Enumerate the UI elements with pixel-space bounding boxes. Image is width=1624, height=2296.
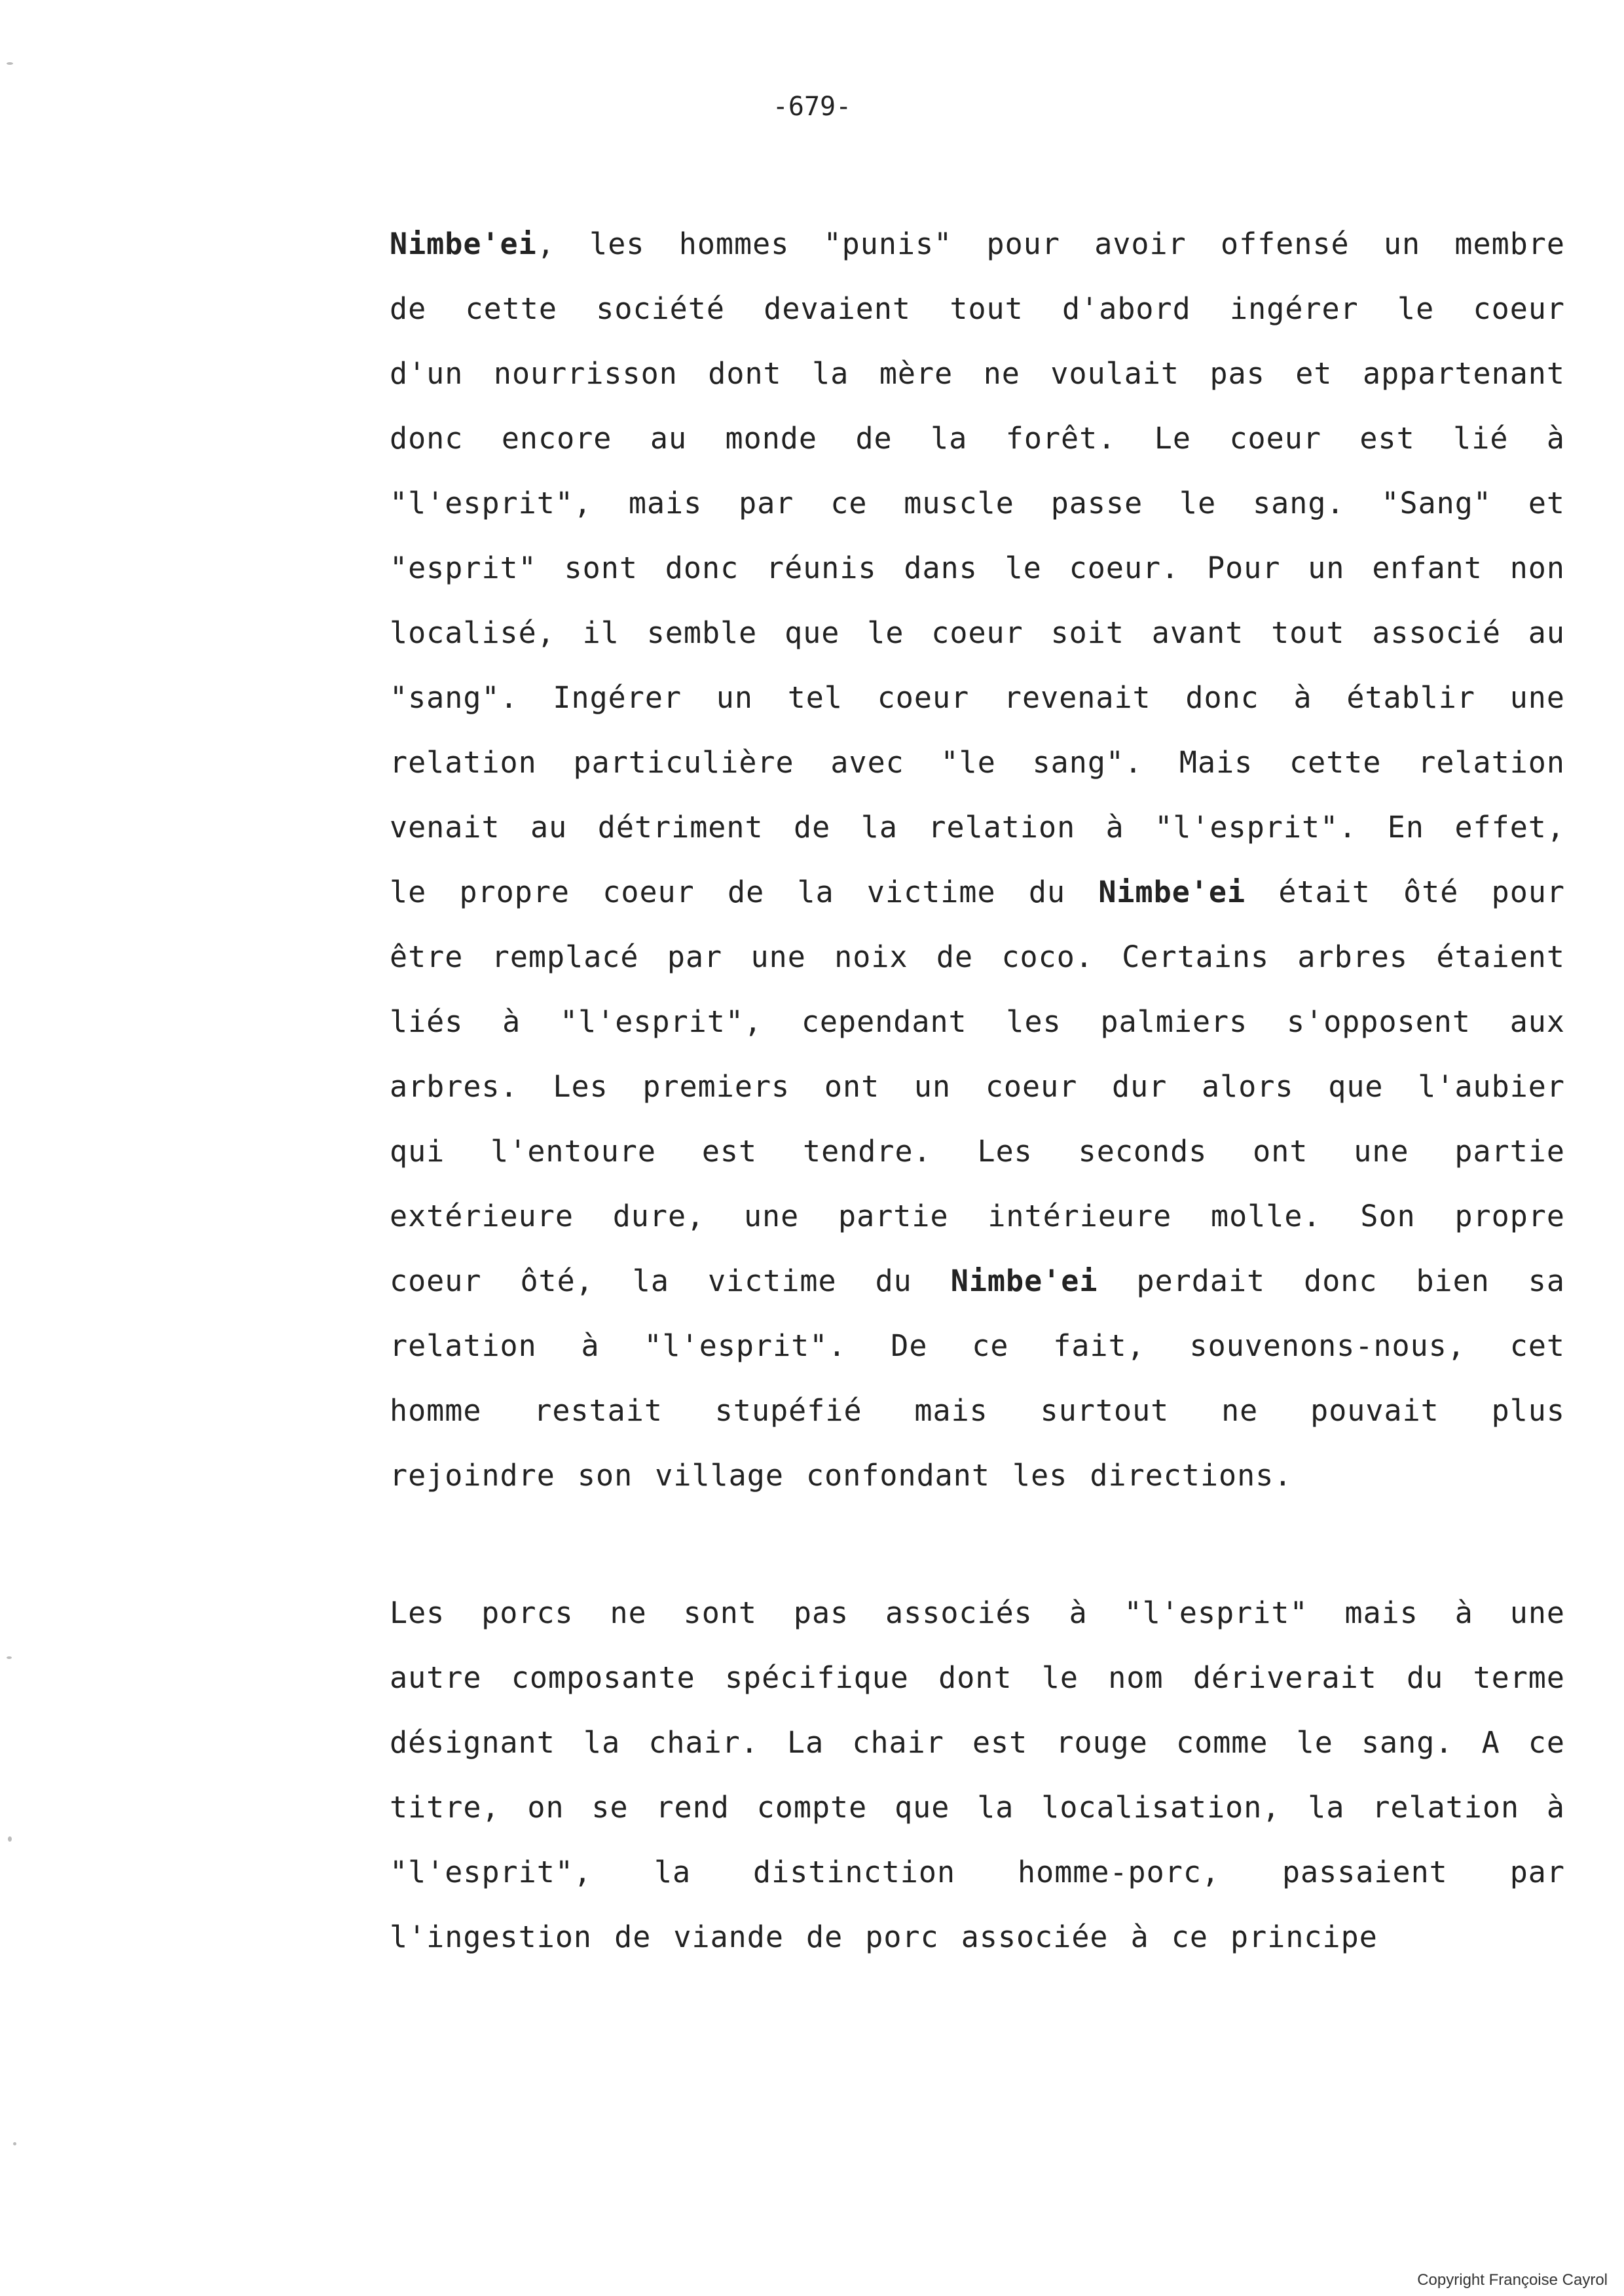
- text-run: "l'esprit", mais par ce muscle passe le sang. "Sang" et: [390, 486, 1565, 520]
- scan-speck: [8, 1836, 12, 1842]
- vernacular-term: Nimbe'ei: [950, 1264, 1098, 1298]
- text-line: [390, 471, 1565, 536]
- text-run: autre composante spécifique dont le nom dériverait du terme: [390, 1660, 1565, 1695]
- text-run: être remplacé par une noix de coco. Certains arbres étaient: [390, 939, 1565, 974]
- text-run: extérieure dure, une partie intérieure molle. Son propre: [390, 1199, 1565, 1233]
- text-run: était ôté pour: [1246, 875, 1566, 909]
- text-line: [390, 1184, 1565, 1248]
- text-line: [390, 795, 1565, 860]
- text-run: perdait donc bien sa: [1098, 1264, 1565, 1298]
- vernacular-term: Nimbe'ei: [1098, 875, 1246, 909]
- text-line: [390, 1443, 1565, 1508]
- text-line: [390, 600, 1565, 665]
- text-line: [390, 1840, 1565, 1904]
- text-line: [390, 1248, 1565, 1313]
- text-line: [390, 406, 1565, 471]
- text-line: [390, 989, 1565, 1054]
- scan-speck: [7, 1656, 12, 1659]
- text-run: arbres. Les premiers ont un coeur dur alors que l'aubier: [390, 1069, 1565, 1104]
- page-number: -679-: [772, 92, 852, 122]
- scan-speck: [7, 62, 13, 65]
- text-run: le propre coeur de la victime du: [390, 875, 1099, 909]
- text-line: [390, 1313, 1565, 1378]
- text-line: [390, 1119, 1565, 1184]
- text-line: [390, 665, 1565, 730]
- text-run: "l'esprit", la distinction homme-porc, passaient par: [390, 1855, 1565, 1889]
- text-line: [390, 1904, 1565, 1969]
- text-line: [390, 276, 1565, 341]
- text-line: [390, 924, 1565, 989]
- text-line: [390, 1645, 1565, 1710]
- text-run: de cette société devaient tout d'abord ingérer le coeur: [390, 291, 1565, 326]
- text-line: [390, 341, 1565, 406]
- text-run: qui l'entoure est tendre. Les seconds ont une partie: [390, 1134, 1565, 1169]
- text-run: relation particulière avec "le sang". Mais cette relation: [390, 745, 1565, 780]
- text-line: [390, 536, 1565, 600]
- text-run: rejoindre son village confondant les directions.: [390, 1458, 1293, 1493]
- text-run: localisé, il semble que le coeur soit avant tout associé au: [390, 615, 1565, 650]
- scan-speck: [13, 2142, 16, 2145]
- copyright-notice: Copyright Françoise Cayrol: [1417, 2271, 1608, 2289]
- text-run: venait au détriment de la relation à "l'esprit". En effet,: [390, 810, 1565, 845]
- text-run: , les hommes "punis" pour avoir offensé un membre: [536, 227, 1565, 261]
- text-run: donc encore au monde de la forêt. Le coeur est lié à: [390, 421, 1565, 456]
- paragraph-2: [390, 1580, 1565, 1969]
- text-line: [390, 1710, 1565, 1775]
- text-run: liés à "l'esprit", cependant les palmiers s'opposent aux: [390, 1004, 1565, 1039]
- text-line: [390, 1775, 1565, 1840]
- text-run: "esprit" sont donc réunis dans le coeur. Pour un enfant non: [390, 551, 1565, 585]
- text-run: relation à "l'esprit". De ce fait, souvenons-nous, cet: [390, 1328, 1565, 1363]
- text-run: "sang". Ingérer un tel coeur revenait donc à établir une: [390, 680, 1565, 715]
- text-run: l'ingestion de viande de porc associée à ce principe: [390, 1920, 1378, 1954]
- text-line: [390, 1378, 1565, 1443]
- text-run: homme restait stupéfié mais surtout ne pouvait plus: [390, 1393, 1565, 1428]
- text-run: désignant la chair. La chair est rouge comme le sang. A ce: [390, 1725, 1565, 1760]
- vernacular-term: Nimbe'ei: [390, 227, 537, 261]
- text-line: [390, 1054, 1565, 1119]
- text-line: [390, 860, 1565, 924]
- text-line: [390, 211, 1565, 276]
- paragraph-1: [390, 211, 1565, 1508]
- text-run: titre, on se rend compte que la localisation, la relation à: [390, 1790, 1565, 1825]
- text-run: coeur ôté, la victime du: [390, 1264, 951, 1298]
- text-line: [390, 1580, 1565, 1645]
- text-run: d'un nourrisson dont la mère ne voulait pas et appartenant: [390, 356, 1565, 391]
- text-line: [390, 730, 1565, 795]
- text-run: Les porcs ne sont pas associés à "l'esprit" mais à une: [390, 1595, 1565, 1630]
